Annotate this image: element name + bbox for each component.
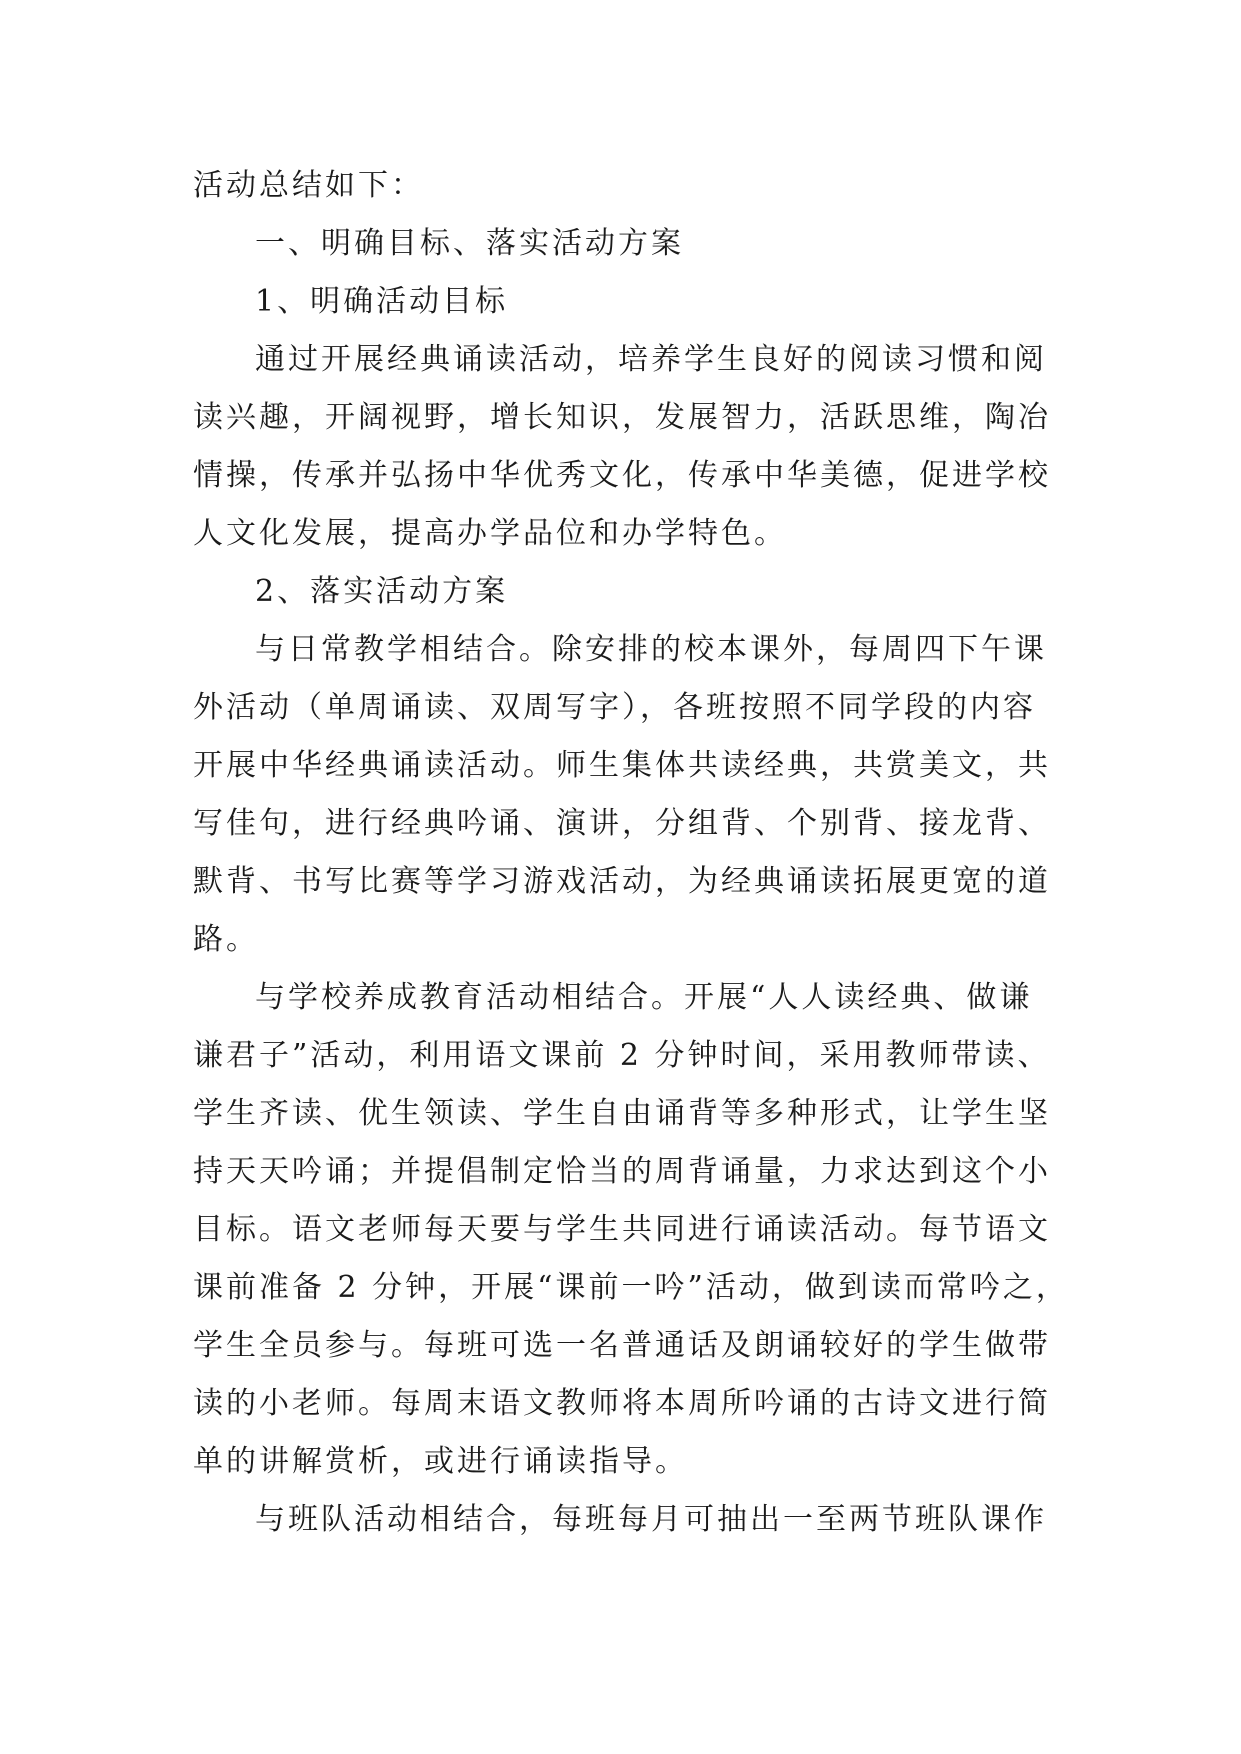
text-line: 默背、书写比赛等学习游戏活动，为经典诵读拓展更宽的道 xyxy=(193,864,1051,899)
text-line: 通过开展经典诵读活动，培养学生良好的阅读习惯和阅 xyxy=(255,342,1047,377)
text-line: 开展中华经典诵读活动。师生集体共读经典，共赏美文，共 xyxy=(193,748,1051,783)
text-line: 学生全员参与。每班可选一名普通话及朗诵较好的学生做带 xyxy=(193,1328,1051,1363)
subsection-heading xyxy=(193,273,1053,331)
section-heading xyxy=(193,215,1053,273)
text-line: 写佳句，进行经典吟诵、演讲，分组背、个别背、接龙背、 xyxy=(193,806,1051,841)
body-paragraph xyxy=(193,969,1069,1491)
text-line: 活动总结如下： xyxy=(193,168,424,203)
text-line: 读的小老师。每周末语文教师将本周所吟诵的古诗文进行简 xyxy=(193,1386,1051,1421)
text-line: 目标。语文老师每天要与学生共同进行诵读活动。每节语文 xyxy=(193,1212,1051,1247)
text-line: 路。 xyxy=(193,922,259,957)
text-line: 学生齐读、优生领读、学生自由诵背等多种形式，让学生坚 xyxy=(193,1096,1051,1131)
subsection-heading xyxy=(193,563,1053,621)
body-paragraph xyxy=(193,331,1053,563)
text-line: 与学校养成教育活动相结合。开展“人人读经典、做谦 xyxy=(255,980,1033,1015)
text-line: 课前准备 2 分钟，开展“课前一吟”活动，做到读而常吟之， xyxy=(193,1270,1069,1305)
text-line: 1、明确活动目标 xyxy=(255,284,509,319)
text-line: 单的讲解赏析，或进行诵读指导。 xyxy=(193,1444,688,1479)
text-line: 与班队活动相结合，每班每月可抽出一至两节班队课作 xyxy=(255,1502,1047,1537)
text-line: 情操，传承并弘扬中华优秀文化，传承中华美德，促进学校 xyxy=(193,458,1051,493)
document-body xyxy=(193,157,1069,1549)
text-line: 谦君子”活动，利用语文课前 2 分钟时间，采用教师带读、 xyxy=(193,1038,1051,1073)
text-line: 与日常教学相结合。除安排的校本课外，每周四下午课 xyxy=(255,632,1047,667)
text-line: 读兴趣，开阔视野，增长知识，发展智力，活跃思维，陶冶 xyxy=(193,400,1051,435)
text-line: 持天天吟诵；并提倡制定恰当的周背诵量，力求达到这个小 xyxy=(193,1154,1051,1189)
text-line: 2、落实活动方案 xyxy=(255,574,509,609)
text-line: 人文化发展，提高办学品位和办学特色。 xyxy=(193,516,787,551)
intro-paragraph xyxy=(193,157,1053,215)
text-line: 外活动（单周诵读、双周写字），各班按照不同学段的内容 xyxy=(193,690,1036,725)
body-paragraph xyxy=(193,1491,1053,1549)
text-line: 一、明确目标、落实活动方案 xyxy=(255,226,684,261)
body-paragraph xyxy=(193,621,1053,969)
